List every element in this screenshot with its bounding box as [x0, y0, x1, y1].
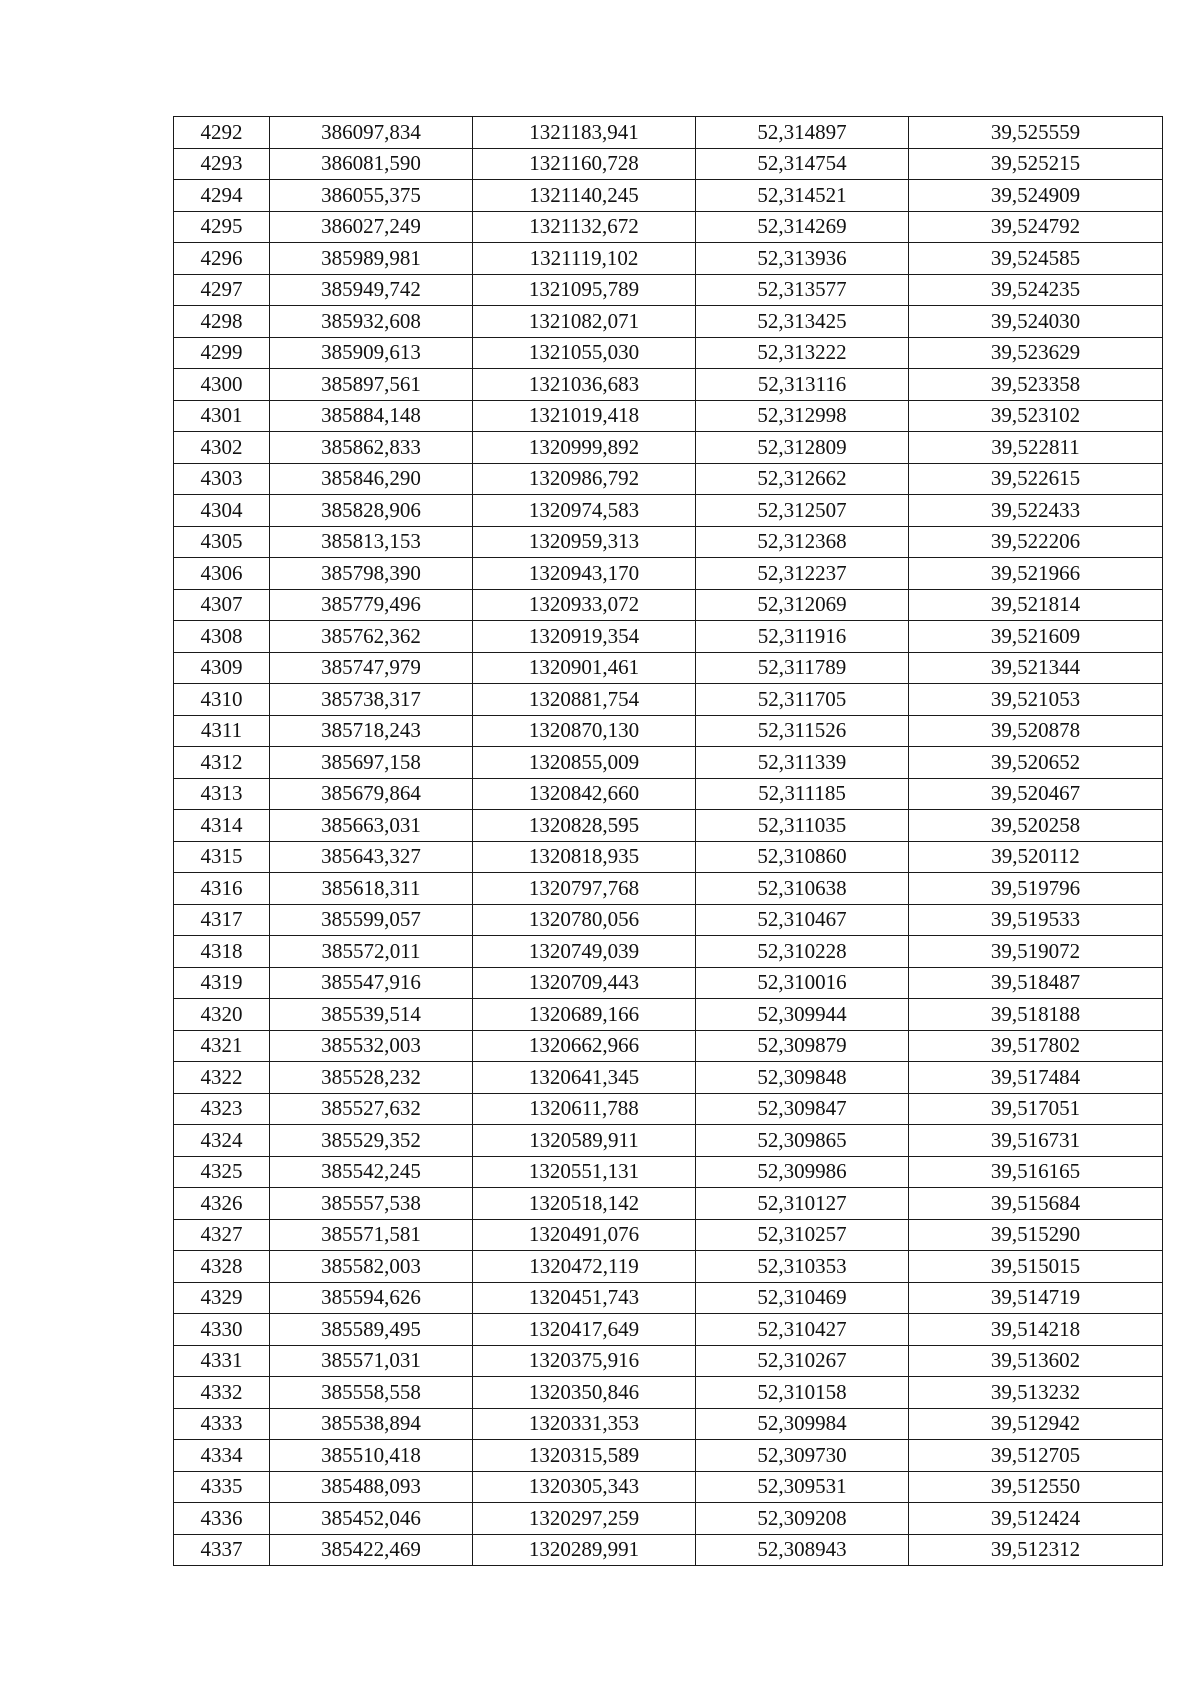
longitude-cell: 39,518188: [909, 999, 1163, 1031]
point-number-cell: 4316: [174, 873, 270, 905]
table-row: [174, 1093, 1163, 1125]
latitude-cell: 52,311339: [696, 747, 909, 779]
longitude-cell: 39,518487: [909, 967, 1163, 999]
latitude-cell: 52,312809: [696, 432, 909, 464]
y-coordinate-cell: 1320611,788: [473, 1093, 696, 1125]
latitude-cell: 52,311705: [696, 684, 909, 716]
table-row: [174, 841, 1163, 873]
latitude-cell: 52,310467: [696, 904, 909, 936]
y-coordinate-cell: 1321082,071: [473, 306, 696, 338]
point-number-cell: 4304: [174, 495, 270, 527]
x-coordinate-cell: 386055,375: [270, 180, 473, 212]
point-number-cell: 4319: [174, 967, 270, 999]
x-coordinate-cell: 385510,418: [270, 1440, 473, 1472]
longitude-cell: 39,523358: [909, 369, 1163, 401]
latitude-cell: 52,311526: [696, 715, 909, 747]
x-coordinate-cell: 385663,031: [270, 810, 473, 842]
latitude-cell: 52,309879: [696, 1030, 909, 1062]
longitude-cell: 39,521609: [909, 621, 1163, 653]
x-coordinate-cell: 385846,290: [270, 463, 473, 495]
table-row: [174, 463, 1163, 495]
y-coordinate-cell: 1320901,461: [473, 652, 696, 684]
y-coordinate-cell: 1320709,443: [473, 967, 696, 999]
latitude-cell: 52,314521: [696, 180, 909, 212]
longitude-cell: 39,525559: [909, 117, 1163, 149]
latitude-cell: 52,312998: [696, 400, 909, 432]
point-number-cell: 4313: [174, 778, 270, 810]
latitude-cell: 52,309730: [696, 1440, 909, 1472]
y-coordinate-cell: 1320417,649: [473, 1314, 696, 1346]
table-row: [174, 117, 1163, 149]
point-number-cell: 4327: [174, 1219, 270, 1251]
point-number-cell: 4320: [174, 999, 270, 1031]
table-row: [174, 1030, 1163, 1062]
point-number-cell: 4297: [174, 274, 270, 306]
table-row: [174, 1156, 1163, 1188]
table-row: [174, 904, 1163, 936]
longitude-cell: 39,519072: [909, 936, 1163, 968]
latitude-cell: 52,313936: [696, 243, 909, 275]
latitude-cell: 52,311916: [696, 621, 909, 653]
longitude-cell: 39,519796: [909, 873, 1163, 905]
y-coordinate-cell: 1321095,789: [473, 274, 696, 306]
x-coordinate-cell: 385718,243: [270, 715, 473, 747]
x-coordinate-cell: 385697,158: [270, 747, 473, 779]
latitude-cell: 52,310158: [696, 1377, 909, 1409]
y-coordinate-cell: 1320375,916: [473, 1345, 696, 1377]
table-row: [174, 495, 1163, 527]
y-coordinate-cell: 1320662,966: [473, 1030, 696, 1062]
table-row: [174, 337, 1163, 369]
longitude-cell: 39,515684: [909, 1188, 1163, 1220]
latitude-cell: 52,314754: [696, 148, 909, 180]
y-coordinate-cell: 1320986,792: [473, 463, 696, 495]
table-row: [174, 778, 1163, 810]
x-coordinate-cell: 385747,979: [270, 652, 473, 684]
y-coordinate-cell: 1320472,119: [473, 1251, 696, 1283]
point-number-cell: 4299: [174, 337, 270, 369]
table-row: [174, 621, 1163, 653]
point-number-cell: 4336: [174, 1503, 270, 1535]
point-number-cell: 4332: [174, 1377, 270, 1409]
longitude-cell: 39,522433: [909, 495, 1163, 527]
table-row: [174, 967, 1163, 999]
x-coordinate-cell: 385532,003: [270, 1030, 473, 1062]
latitude-cell: 52,310267: [696, 1345, 909, 1377]
latitude-cell: 52,310228: [696, 936, 909, 968]
latitude-cell: 52,309865: [696, 1125, 909, 1157]
x-coordinate-cell: 385558,558: [270, 1377, 473, 1409]
y-coordinate-cell: 1320331,353: [473, 1408, 696, 1440]
y-coordinate-cell: 1320589,911: [473, 1125, 696, 1157]
x-coordinate-cell: 385529,352: [270, 1125, 473, 1157]
latitude-cell: 52,313577: [696, 274, 909, 306]
latitude-cell: 52,309531: [696, 1471, 909, 1503]
x-coordinate-cell: 385539,514: [270, 999, 473, 1031]
x-coordinate-cell: 385779,496: [270, 589, 473, 621]
longitude-cell: 39,523629: [909, 337, 1163, 369]
longitude-cell: 39,512942: [909, 1408, 1163, 1440]
longitude-cell: 39,520258: [909, 810, 1163, 842]
y-coordinate-cell: 1320828,595: [473, 810, 696, 842]
x-coordinate-cell: 385989,981: [270, 243, 473, 275]
x-coordinate-cell: 385798,390: [270, 558, 473, 590]
x-coordinate-cell: 385679,864: [270, 778, 473, 810]
point-number-cell: 4314: [174, 810, 270, 842]
longitude-cell: 39,521053: [909, 684, 1163, 716]
longitude-cell: 39,514218: [909, 1314, 1163, 1346]
y-coordinate-cell: 1320551,131: [473, 1156, 696, 1188]
point-number-cell: 4293: [174, 148, 270, 180]
point-number-cell: 4321: [174, 1030, 270, 1062]
latitude-cell: 52,311185: [696, 778, 909, 810]
longitude-cell: 39,512424: [909, 1503, 1163, 1535]
coordinates-table: [173, 116, 1163, 1566]
point-number-cell: 4309: [174, 652, 270, 684]
table-row: [174, 211, 1163, 243]
x-coordinate-cell: 385932,608: [270, 306, 473, 338]
latitude-cell: 52,310127: [696, 1188, 909, 1220]
table-row: [174, 400, 1163, 432]
x-coordinate-cell: 386081,590: [270, 148, 473, 180]
table-row: [174, 936, 1163, 968]
point-number-cell: 4318: [174, 936, 270, 968]
latitude-cell: 52,310257: [696, 1219, 909, 1251]
latitude-cell: 52,309208: [696, 1503, 909, 1535]
y-coordinate-cell: 1321132,672: [473, 211, 696, 243]
longitude-cell: 39,520878: [909, 715, 1163, 747]
y-coordinate-cell: 1321140,245: [473, 180, 696, 212]
point-number-cell: 4324: [174, 1125, 270, 1157]
point-number-cell: 4298: [174, 306, 270, 338]
y-coordinate-cell: 1321019,418: [473, 400, 696, 432]
table-row: [174, 810, 1163, 842]
y-coordinate-cell: 1320855,009: [473, 747, 696, 779]
table-row: [174, 747, 1163, 779]
point-number-cell: 4315: [174, 841, 270, 873]
y-coordinate-cell: 1320350,846: [473, 1377, 696, 1409]
y-coordinate-cell: 1320749,039: [473, 936, 696, 968]
x-coordinate-cell: 385538,894: [270, 1408, 473, 1440]
longitude-cell: 39,513602: [909, 1345, 1163, 1377]
x-coordinate-cell: 385813,153: [270, 526, 473, 558]
x-coordinate-cell: 385422,469: [270, 1534, 473, 1566]
table-row: [174, 148, 1163, 180]
y-coordinate-cell: 1321160,728: [473, 148, 696, 180]
table-row: [174, 369, 1163, 401]
point-number-cell: 4294: [174, 180, 270, 212]
table-row: [174, 180, 1163, 212]
point-number-cell: 4329: [174, 1282, 270, 1314]
y-coordinate-cell: 1320870,130: [473, 715, 696, 747]
longitude-cell: 39,515015: [909, 1251, 1163, 1283]
longitude-cell: 39,517802: [909, 1030, 1163, 1062]
latitude-cell: 52,310353: [696, 1251, 909, 1283]
point-number-cell: 4322: [174, 1062, 270, 1094]
table-row: [174, 1377, 1163, 1409]
latitude-cell: 52,313222: [696, 337, 909, 369]
x-coordinate-cell: 385862,833: [270, 432, 473, 464]
point-number-cell: 4335: [174, 1471, 270, 1503]
y-coordinate-cell: 1320518,142: [473, 1188, 696, 1220]
table-row: [174, 652, 1163, 684]
point-number-cell: 4295: [174, 211, 270, 243]
table-row: [174, 1062, 1163, 1094]
latitude-cell: 52,312368: [696, 526, 909, 558]
point-number-cell: 4333: [174, 1408, 270, 1440]
longitude-cell: 39,523102: [909, 400, 1163, 432]
x-coordinate-cell: 385897,561: [270, 369, 473, 401]
latitude-cell: 52,309848: [696, 1062, 909, 1094]
table-row: [174, 1282, 1163, 1314]
table-row: [174, 1408, 1163, 1440]
point-number-cell: 4308: [174, 621, 270, 653]
x-coordinate-cell: 385599,057: [270, 904, 473, 936]
y-coordinate-cell: 1321036,683: [473, 369, 696, 401]
longitude-cell: 39,521814: [909, 589, 1163, 621]
table-row: [174, 684, 1163, 716]
x-coordinate-cell: 385542,245: [270, 1156, 473, 1188]
latitude-cell: 52,312662: [696, 463, 909, 495]
table-row: [174, 999, 1163, 1031]
point-number-cell: 4312: [174, 747, 270, 779]
latitude-cell: 52,311035: [696, 810, 909, 842]
y-coordinate-cell: 1321119,102: [473, 243, 696, 275]
point-number-cell: 4292: [174, 117, 270, 149]
x-coordinate-cell: 385949,742: [270, 274, 473, 306]
x-coordinate-cell: 385557,538: [270, 1188, 473, 1220]
longitude-cell: 39,524909: [909, 180, 1163, 212]
x-coordinate-cell: 386027,249: [270, 211, 473, 243]
table-row: [174, 1188, 1163, 1220]
y-coordinate-cell: 1320933,072: [473, 589, 696, 621]
latitude-cell: 52,313116: [696, 369, 909, 401]
table-row: [174, 1440, 1163, 1472]
x-coordinate-cell: 385618,311: [270, 873, 473, 905]
y-coordinate-cell: 1320289,991: [473, 1534, 696, 1566]
x-coordinate-cell: 385572,011: [270, 936, 473, 968]
longitude-cell: 39,513232: [909, 1377, 1163, 1409]
longitude-cell: 39,524030: [909, 306, 1163, 338]
latitude-cell: 52,312237: [696, 558, 909, 590]
latitude-cell: 52,311789: [696, 652, 909, 684]
y-coordinate-cell: 1320999,892: [473, 432, 696, 464]
coordinates-table-body: [174, 117, 1163, 1566]
longitude-cell: 39,522206: [909, 526, 1163, 558]
y-coordinate-cell: 1320451,743: [473, 1282, 696, 1314]
latitude-cell: 52,310638: [696, 873, 909, 905]
x-coordinate-cell: 385452,046: [270, 1503, 473, 1535]
y-coordinate-cell: 1320315,589: [473, 1440, 696, 1472]
point-number-cell: 4317: [174, 904, 270, 936]
latitude-cell: 52,314897: [696, 117, 909, 149]
latitude-cell: 52,309986: [696, 1156, 909, 1188]
y-coordinate-cell: 1320818,935: [473, 841, 696, 873]
longitude-cell: 39,524792: [909, 211, 1163, 243]
table-row: [174, 589, 1163, 621]
x-coordinate-cell: 385738,317: [270, 684, 473, 716]
longitude-cell: 39,512550: [909, 1471, 1163, 1503]
point-number-cell: 4310: [174, 684, 270, 716]
point-number-cell: 4300: [174, 369, 270, 401]
point-number-cell: 4301: [174, 400, 270, 432]
table-row: [174, 1314, 1163, 1346]
latitude-cell: 52,310016: [696, 967, 909, 999]
point-number-cell: 4311: [174, 715, 270, 747]
y-coordinate-cell: 1320919,354: [473, 621, 696, 653]
table-row: [174, 306, 1163, 338]
table-row: [174, 1219, 1163, 1251]
point-number-cell: 4306: [174, 558, 270, 590]
longitude-cell: 39,512312: [909, 1534, 1163, 1566]
table-row: [174, 715, 1163, 747]
point-number-cell: 4305: [174, 526, 270, 558]
latitude-cell: 52,312069: [696, 589, 909, 621]
table-row: [174, 873, 1163, 905]
y-coordinate-cell: 1320959,313: [473, 526, 696, 558]
point-number-cell: 4307: [174, 589, 270, 621]
latitude-cell: 52,308943: [696, 1534, 909, 1566]
y-coordinate-cell: 1320842,660: [473, 778, 696, 810]
latitude-cell: 52,314269: [696, 211, 909, 243]
y-coordinate-cell: 1321055,030: [473, 337, 696, 369]
longitude-cell: 39,514719: [909, 1282, 1163, 1314]
table-row: [174, 1534, 1163, 1566]
latitude-cell: 52,309944: [696, 999, 909, 1031]
table-row: [174, 558, 1163, 590]
x-coordinate-cell: 385547,916: [270, 967, 473, 999]
point-number-cell: 4325: [174, 1156, 270, 1188]
longitude-cell: 39,517484: [909, 1062, 1163, 1094]
x-coordinate-cell: 385884,148: [270, 400, 473, 432]
longitude-cell: 39,520467: [909, 778, 1163, 810]
point-number-cell: 4323: [174, 1093, 270, 1125]
table-row: [174, 1503, 1163, 1535]
longitude-cell: 39,519533: [909, 904, 1163, 936]
longitude-cell: 39,520652: [909, 747, 1163, 779]
point-number-cell: 4328: [174, 1251, 270, 1283]
longitude-cell: 39,522811: [909, 432, 1163, 464]
point-number-cell: 4331: [174, 1345, 270, 1377]
latitude-cell: 52,310427: [696, 1314, 909, 1346]
x-coordinate-cell: 385571,031: [270, 1345, 473, 1377]
latitude-cell: 52,310860: [696, 841, 909, 873]
x-coordinate-cell: 385643,327: [270, 841, 473, 873]
y-coordinate-cell: 1320780,056: [473, 904, 696, 936]
table-row: [174, 1125, 1163, 1157]
point-number-cell: 4334: [174, 1440, 270, 1472]
x-coordinate-cell: 385589,495: [270, 1314, 473, 1346]
table-row: [174, 432, 1163, 464]
longitude-cell: 39,521966: [909, 558, 1163, 590]
point-number-cell: 4326: [174, 1188, 270, 1220]
x-coordinate-cell: 385488,093: [270, 1471, 473, 1503]
x-coordinate-cell: 385828,906: [270, 495, 473, 527]
x-coordinate-cell: 385594,626: [270, 1282, 473, 1314]
latitude-cell: 52,313425: [696, 306, 909, 338]
longitude-cell: 39,522615: [909, 463, 1163, 495]
longitude-cell: 39,525215: [909, 148, 1163, 180]
longitude-cell: 39,516165: [909, 1156, 1163, 1188]
x-coordinate-cell: 385571,581: [270, 1219, 473, 1251]
longitude-cell: 39,520112: [909, 841, 1163, 873]
x-coordinate-cell: 385582,003: [270, 1251, 473, 1283]
x-coordinate-cell: 385909,613: [270, 337, 473, 369]
y-coordinate-cell: 1320797,768: [473, 873, 696, 905]
y-coordinate-cell: 1321183,941: [473, 117, 696, 149]
x-coordinate-cell: 386097,834: [270, 117, 473, 149]
x-coordinate-cell: 385762,362: [270, 621, 473, 653]
longitude-cell: 39,516731: [909, 1125, 1163, 1157]
y-coordinate-cell: 1320974,583: [473, 495, 696, 527]
longitude-cell: 39,521344: [909, 652, 1163, 684]
table-row: [174, 1471, 1163, 1503]
y-coordinate-cell: 1320297,259: [473, 1503, 696, 1535]
longitude-cell: 39,515290: [909, 1219, 1163, 1251]
point-number-cell: 4296: [174, 243, 270, 275]
x-coordinate-cell: 385527,632: [270, 1093, 473, 1125]
y-coordinate-cell: 1320641,345: [473, 1062, 696, 1094]
y-coordinate-cell: 1320881,754: [473, 684, 696, 716]
y-coordinate-cell: 1320689,166: [473, 999, 696, 1031]
table-row: [174, 243, 1163, 275]
table-row: [174, 1345, 1163, 1377]
point-number-cell: 4330: [174, 1314, 270, 1346]
latitude-cell: 52,309984: [696, 1408, 909, 1440]
table-row: [174, 1251, 1163, 1283]
longitude-cell: 39,512705: [909, 1440, 1163, 1472]
longitude-cell: 39,524235: [909, 274, 1163, 306]
latitude-cell: 52,312507: [696, 495, 909, 527]
point-number-cell: 4303: [174, 463, 270, 495]
latitude-cell: 52,309847: [696, 1093, 909, 1125]
longitude-cell: 39,524585: [909, 243, 1163, 275]
longitude-cell: 39,517051: [909, 1093, 1163, 1125]
y-coordinate-cell: 1320305,343: [473, 1471, 696, 1503]
point-number-cell: 4337: [174, 1534, 270, 1566]
table-row: [174, 274, 1163, 306]
y-coordinate-cell: 1320491,076: [473, 1219, 696, 1251]
x-coordinate-cell: 385528,232: [270, 1062, 473, 1094]
latitude-cell: 52,310469: [696, 1282, 909, 1314]
table-row: [174, 526, 1163, 558]
point-number-cell: 4302: [174, 432, 270, 464]
y-coordinate-cell: 1320943,170: [473, 558, 696, 590]
